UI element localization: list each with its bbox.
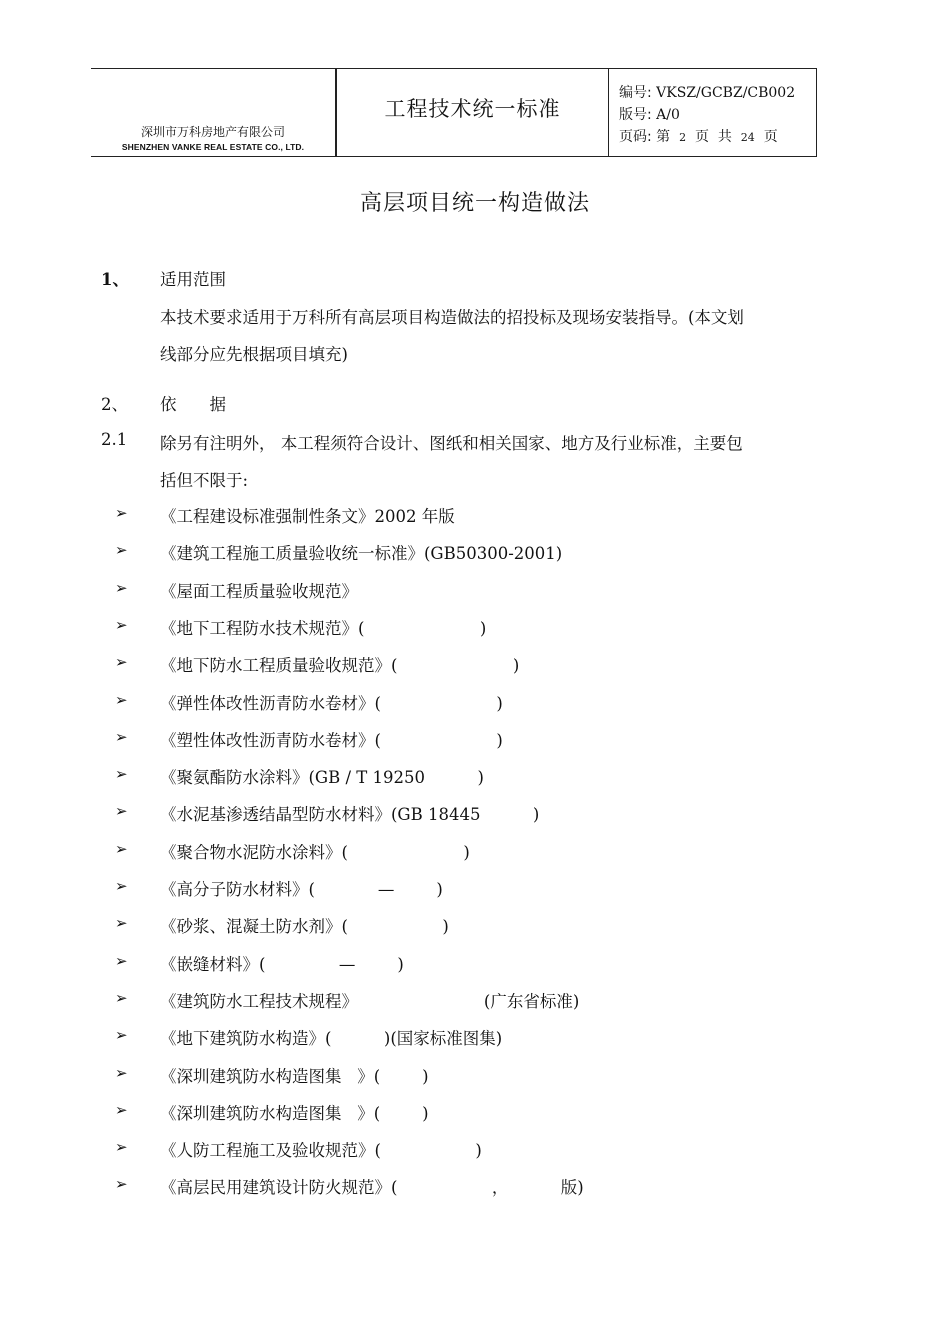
doc-version: 版号: A/0 — [619, 107, 680, 123]
paragraph-line: 括但不限于: — [160, 471, 249, 490]
standard-item: 《聚合物水泥防水涂料》( ) — [160, 842, 470, 862]
bullet-arrow-icon: ➢ — [115, 839, 128, 858]
standard-item: 《深圳建筑防水构造图集 》( ) — [160, 1103, 429, 1123]
page-number: 页码: 第 2 页 共 24 页 — [619, 129, 778, 145]
header-divider — [816, 69, 817, 156]
document-title: 高层项目统一构造做法 — [359, 191, 590, 216]
standard-item: 《工程建设标准强制性条文》2002 年版 — [160, 507, 455, 526]
bullet-arrow-icon: ➢ — [115, 951, 128, 970]
standard-item: 《地下防水工程质量验收规范》( ) — [160, 656, 520, 676]
standard-item: 《弹性体改性沥青防水卷材》( ) — [160, 693, 503, 713]
bullet-arrow-icon: ➢ — [115, 1100, 128, 1119]
bullet-arrow-icon: ➢ — [115, 504, 128, 522]
header-divider — [608, 69, 609, 156]
bullet-arrow-icon: ➢ — [115, 914, 128, 933]
bullet-arrow-icon: ➢ — [115, 1175, 128, 1194]
paragraph-line: 除另有注明外， 本工程须符合设计、图纸和相关国家、地方及行业标准，主要包 — [160, 434, 743, 453]
bullet-arrow-icon: ➢ — [115, 877, 128, 895]
bullet-arrow-icon: ➢ — [115, 615, 128, 634]
bullet-arrow-icon: ➢ — [115, 1063, 128, 1082]
bullet-arrow-icon: ➢ — [115, 802, 128, 821]
document-header — [91, 68, 817, 157]
bullet-arrow-icon: ➢ — [115, 1026, 128, 1045]
bullet-arrow-icon: ➢ — [115, 1138, 128, 1157]
bullet-arrow-icon: ➢ — [115, 653, 128, 672]
standard-item: 《建筑工程施工质量验收统一标准》(GB50300-2001) — [160, 544, 563, 564]
section-heading: 适用范围 — [160, 270, 226, 289]
bullet-arrow-icon: ➢ — [115, 578, 128, 597]
paragraph-line: 线部分应先根据项目填充) — [160, 345, 348, 364]
section-number: 2、 — [101, 395, 128, 414]
standard-item: 《地下建筑防水构造》( )(国家标准图集) — [160, 1029, 503, 1049]
standard-item: 《塑性体改性沥青防水卷材》( ) — [160, 730, 503, 750]
standard-item: 《嵌缝材料》( — ) — [160, 954, 404, 974]
company-name-en: SHENZHEN VANKE REAL ESTATE CO., LTD. — [121, 142, 305, 152]
bullet-arrow-icon: ➢ — [115, 541, 128, 560]
standard-item: 《地下工程防水技术规范》( ) — [160, 618, 487, 638]
standard-item: 《砂浆、混凝土防水剂》( ) — [160, 917, 449, 937]
standard-item: 《聚氨酯防水涂料》(GB / T 19250 ) — [160, 768, 484, 788]
standard-item: 《水泥基渗透结晶型防水材料》(GB 18445 ) — [160, 805, 540, 825]
bullet-arrow-icon: ➢ — [115, 765, 128, 784]
doc-code: 编号: VKSZ/GCBZ/CB002 — [619, 85, 796, 101]
company-name-cn: 深圳市万科房地产有限公司 — [140, 125, 285, 139]
standard-title: 工程技术统一标准 — [384, 97, 561, 121]
standard-item: 《深圳建筑防水构造图集 》( ) — [160, 1066, 429, 1086]
section-number: 1、 — [101, 270, 129, 289]
standard-item: 《高层民用建筑设计防火规范》( ， 版) — [160, 1178, 584, 1198]
bullet-arrow-icon: ➢ — [115, 988, 128, 1007]
subsection-number: 2.1 — [101, 430, 128, 449]
section-heading: 依 据 — [160, 395, 226, 414]
standard-item: 《高分子防水材料》( — ) — [160, 880, 443, 899]
bullet-arrow-icon: ➢ — [115, 690, 128, 709]
paragraph-line: 本技术要求适用于万科所有高层项目构造做法的招投标及现场安装指导。(本文划 — [160, 308, 744, 327]
standard-item: 《屋面工程质量验收规范》 — [160, 581, 358, 601]
bullet-arrow-icon: ➢ — [115, 727, 128, 746]
standard-item: 《人防工程施工及验收规范》( ) — [160, 1141, 482, 1161]
standard-item: 《建筑防水工程技术规程》 (广东省标准) — [160, 991, 580, 1011]
